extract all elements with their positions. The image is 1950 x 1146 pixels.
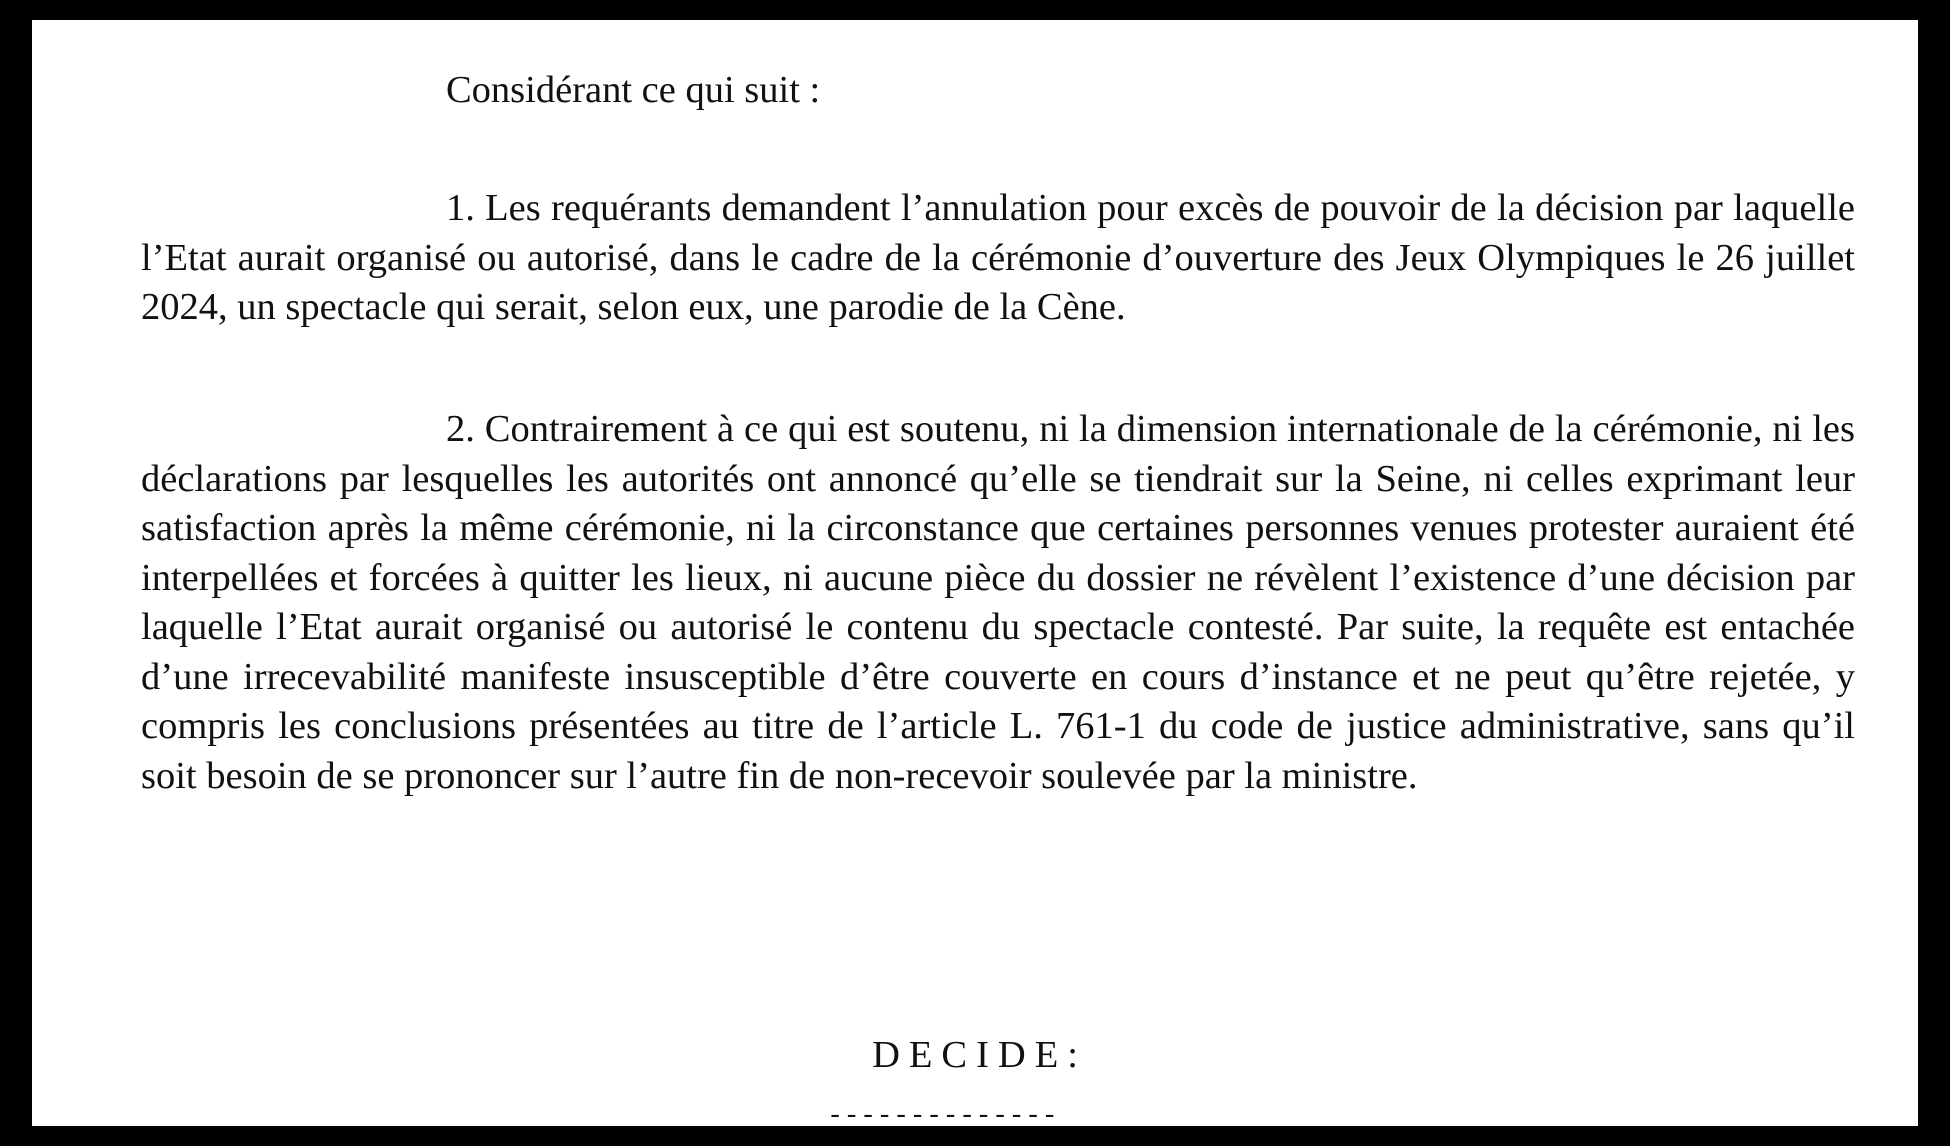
- decide-heading: DECIDE:: [872, 1034, 1087, 1076]
- separator-line: --------------: [827, 1102, 1059, 1126]
- paragraph-1: 1. Les requérants demandent l’annulation pour excès de pouvoir de la décision par laquelle l’Etat aurait organisé ou autorisé, dans le cadre de la cérémonie d’ouverture des Jeux Olympiques le 26 juillet 2024, un spectacle qui serait, selon eux, une parodie de la Cène.: [141, 187, 1855, 328]
- paragraph-2: 2. Contrairement à ce qui est soutenu, ni la dimension internationale de la cérémonie, ni les déclarations par lesquelles les autorités ont annoncé qu’elle se tiendrait sur la Seine, ni celles exprimant leur satisfaction après la même cérémonie, ni la circonstance que certaines personnes venues protester auraient été interpellées et forcées à quitter les lieux, ni aucune pièce du dossier ne révèlent l’existence d’une décision par laquelle l’Etat aurait organisé ou autorisé le contenu du spectacle contesté. Par suite, la requête est entachée d’une irrecevabilité manifeste insusceptible d’être couverte en cours d’instance et ne peut qu’être rejetée, y compris les conclusions présentées au titre de l’article L. 761-1 du code de justice administrative, sans qu’il soit besoin de se prononcer sur l’autre fin de non-recevoir soulevée par la ministre.: [141, 408, 1855, 797]
- document-page: [32, 20, 1918, 1126]
- intro-line: Considérant ce qui suit :: [446, 69, 821, 111]
